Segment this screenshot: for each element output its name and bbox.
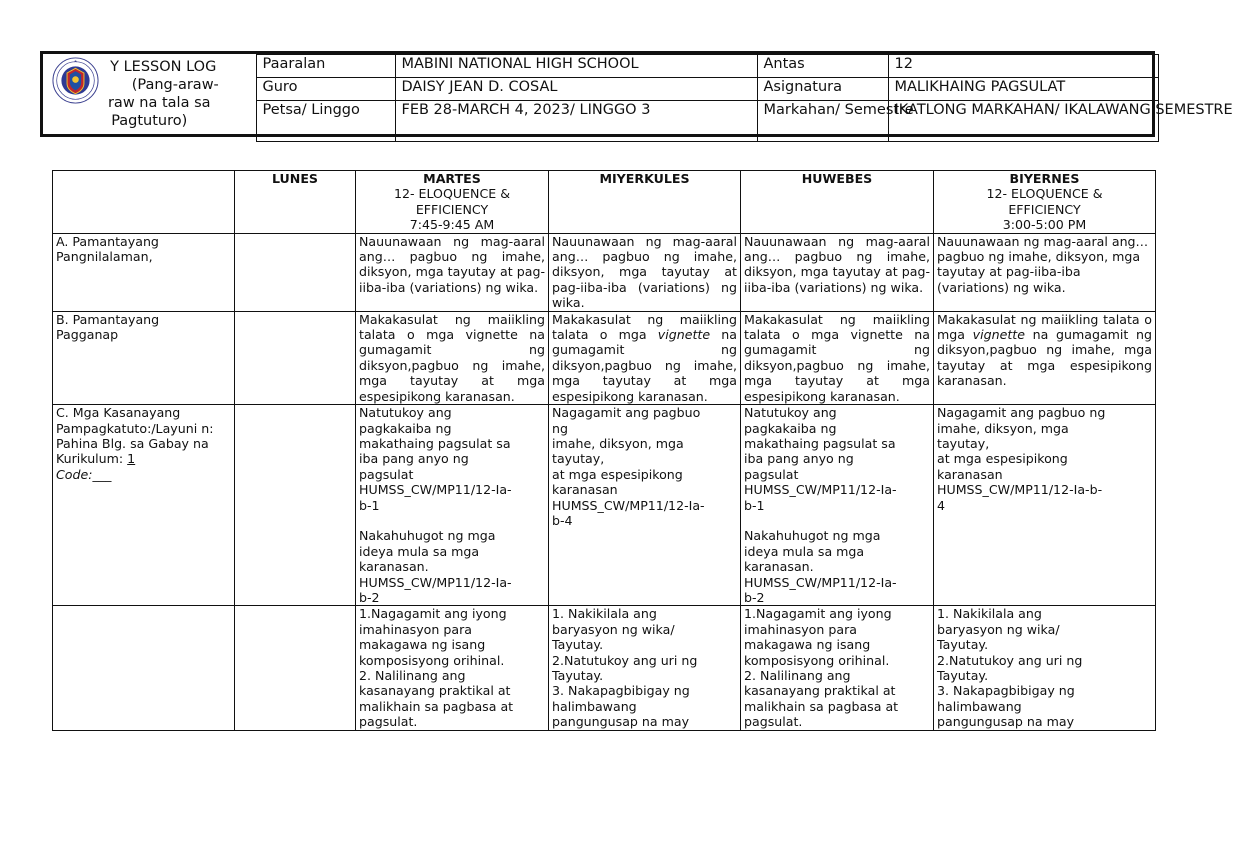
cell-lunes bbox=[235, 233, 356, 311]
cell-lunes bbox=[235, 405, 356, 606]
cell-biyernes: Nauunawaan ng mag-aaral ang… pagbuo ng imahe, diksyon, mga tayutay at pag-iiba-iba (variations) ng wika. bbox=[934, 233, 1156, 311]
lesson-log-title-cell bbox=[43, 55, 256, 142]
code-label: Code: bbox=[56, 466, 93, 482]
school-value: MABINI NATIONAL HIGH SCHOOL bbox=[395, 55, 757, 78]
cell-huwebes: Natutukoy ang pagkakaiba ng makathaing pagsulat sa iba pang anyo ng pagsulat HUMSS_CW/MP11/12-Ia- b-1 Nakahuhugot ng mga ideya mula sa mga karanasan. HUMSS_CW/MP11/12-Ia- b-2 bbox=[741, 405, 934, 606]
day-header-lunes bbox=[235, 171, 356, 234]
cell-text: Makakasulat ng maiikling talata o mga bbox=[552, 311, 737, 343]
day-header-row bbox=[53, 171, 1156, 234]
lesson-log-header bbox=[40, 51, 1233, 137]
day-header-martes bbox=[356, 171, 549, 234]
day-header-biyernes bbox=[934, 171, 1156, 234]
cell-martes: Natutukoy ang pagkakaiba ng makathaing pagsulat sa iba pang anyo ng pagsulat HUMSS_CW/MP11/12-Ia- b-1 Nakahuhugot ng mga ideya mula sa mga karanasan. HUMSS_CW/MP11/12-Ia- b-2 bbox=[356, 405, 549, 606]
date-week-value: FEB 28-MARCH 4, 2023/ LINGGO 3 bbox=[395, 101, 757, 142]
day-name: MIYERKULES bbox=[599, 171, 690, 186]
day-schedule: 12- ELOQUENCE & EFFICIENCY 3:00-5:00 PM bbox=[986, 186, 1103, 233]
subject-label: Asignatura bbox=[757, 78, 888, 101]
cell-text: na gumagamit ng diksyon,pagbuo ng imahe, mga tayutay at mga espesipikong karanasan. bbox=[744, 327, 930, 404]
day-name: LUNES bbox=[271, 171, 318, 186]
cell-biyernes: 1. Nakikilala ang baryasyon ng wika/ Tayutay. 2.Natutukoy ang uri ng Tayutay. 3. Nakapagbibigay ng halimbawang pangungusap na may bbox=[934, 606, 1156, 730]
day-header-huwebes bbox=[741, 171, 934, 234]
row-label-objectives bbox=[53, 606, 235, 730]
quarter-semester-label: Markahan/ Semestre bbox=[757, 101, 888, 142]
cell-lunes bbox=[235, 311, 356, 404]
row-label-learning-competencies bbox=[53, 405, 235, 606]
cell-text: na gumagamit ng diksyon,pagbuo ng imahe, mga tayutay at mga espesipikong karanasan. bbox=[359, 327, 545, 404]
table-row-objectives bbox=[53, 606, 1156, 730]
cell-huwebes bbox=[741, 311, 934, 404]
cell-text: Makakasulat ng maiikling talata o mga bbox=[937, 311, 1152, 343]
cell-miyerkules: Nagagamit ang pagbuo ng imahe, diksyon, mga tayutay, at mga espesipikong karanasan HUMSS_CW/MP11/12-Ia- b-4 bbox=[549, 405, 741, 606]
cell-miyerkules bbox=[549, 311, 741, 404]
day-name: HUWEBES bbox=[801, 171, 873, 186]
school-label: Paaralan bbox=[256, 55, 395, 78]
lesson-log-title bbox=[43, 58, 256, 130]
cell-huwebes: Nauunawaan ng mag-aaral ang… pagbuo ng imahe, diksyon, mga tayutay at pag-iiba-iba (variations) ng wika. bbox=[741, 233, 934, 311]
table-row-performance-standard bbox=[53, 311, 1156, 404]
corner-cell bbox=[53, 171, 235, 234]
cell-biyernes: Nagagamit ang pagbuo ng imahe, diksyon, mga tayutay, at mga espesipikong karanasan HUMSS_CW/MP11/12-Ia-b- 4 bbox=[934, 405, 1156, 606]
page-number: 1 bbox=[127, 451, 136, 467]
day-name: MARTES bbox=[423, 171, 481, 186]
row-label-performance-standard: B. Pamantayang Pagganap bbox=[53, 311, 235, 404]
day-name: BIYERNES bbox=[1009, 171, 1080, 186]
title-line-4: Pagtuturo) bbox=[111, 112, 188, 129]
svg-text:★: ★ bbox=[73, 59, 78, 64]
lesson-plan-table bbox=[52, 170, 1155, 731]
teacher-value: DAISY JEAN D. COSAL bbox=[395, 78, 757, 101]
cell-text: na gumagamit ng diksyon,pagbuo ng imahe, mga tayutay at mga espesipikong karanasan. bbox=[552, 327, 737, 404]
cell-text: na gumagamit ng diksyon,pagbuo ng imahe, mga tayutay at mga espesipikong karanasan. bbox=[937, 327, 1153, 389]
table-row-content-standard bbox=[53, 233, 1156, 311]
cell-martes: 1.Nagagamit ang iyong imahinasyon para makagawa ng isang komposisyong orihinal. 2. Nalilinang ang kasanayang praktikal at malikhain sa pagbasa at pagsulat. bbox=[356, 606, 549, 730]
code-blank: ___ bbox=[92, 466, 112, 482]
cell-biyernes bbox=[934, 311, 1156, 404]
day-schedule: 12- ELOQUENCE & EFFICIENCY 7:45-9:45 AM bbox=[393, 186, 511, 233]
title-line-2: (Pang-araw- bbox=[131, 76, 219, 93]
quarter-semester-value: IKATLONG MARKAHAN/ IKALAWANG SEMESTRE bbox=[888, 101, 1158, 142]
title-line-3: raw na tala sa bbox=[107, 94, 211, 111]
row-label-content-standard: A. Pamantayang Pangnilalaman, bbox=[53, 233, 235, 311]
day-header-miyerkules bbox=[549, 171, 741, 234]
cell-text: Makakasulat ng maiikling talata o mga bbox=[359, 311, 545, 343]
cell-miyerkules: Nauunawaan ng mag-aaral ang… pagbuo ng imahe, diksyon, mga tayutay at pag-iiba-iba (variations) ng wika. bbox=[549, 233, 741, 311]
cell-miyerkules: 1. Nakikilala ang baryasyon ng wika/ Tayutay. 2.Natutukoy ang uri ng Tayutay. 3. Nakapagbibigay ng halimbawang pangungusap na may bbox=[549, 606, 741, 730]
cell-text-em: vignette bbox=[850, 327, 903, 343]
cell-text-em: vignette bbox=[972, 327, 1025, 343]
title-line-1: Y LESSON LOG bbox=[110, 58, 217, 75]
subject-value: MALIKHAING PAGSULAT bbox=[888, 78, 1158, 101]
cell-text-em: vignette bbox=[465, 327, 518, 343]
cell-text: Makakasulat ng maiikling talata o mga bbox=[744, 311, 930, 343]
table-row-learning-competencies bbox=[53, 405, 1156, 606]
cell-martes: Nauunawaan ng mag-aaral ang… pagbuo ng imahe, diksyon, mga tayutay at pag-iiba-iba (variations) ng wika. bbox=[356, 233, 549, 311]
cell-huwebes: 1.Nagagamit ang iyong imahinasyon para makagawa ng isang komposisyong orihinal. 2. Nalilinang ang kasanayang praktikal at malikhain sa pagbasa at pagsulat. bbox=[741, 606, 934, 730]
row-label-text: C. Mga Kasanayang Pampagkatuto:/Layuni n: Pahina Blg. sa Gabay na Kurikulum: bbox=[56, 405, 214, 467]
cell-text-em: vignette bbox=[657, 327, 711, 343]
grade-label: Antas bbox=[757, 55, 888, 78]
cell-lunes bbox=[235, 606, 356, 730]
cell-martes bbox=[356, 311, 549, 404]
date-week-label: Petsa/ Linggo bbox=[256, 101, 395, 142]
grade-value: 12 bbox=[888, 55, 1158, 78]
teacher-label: Guro bbox=[256, 78, 395, 101]
